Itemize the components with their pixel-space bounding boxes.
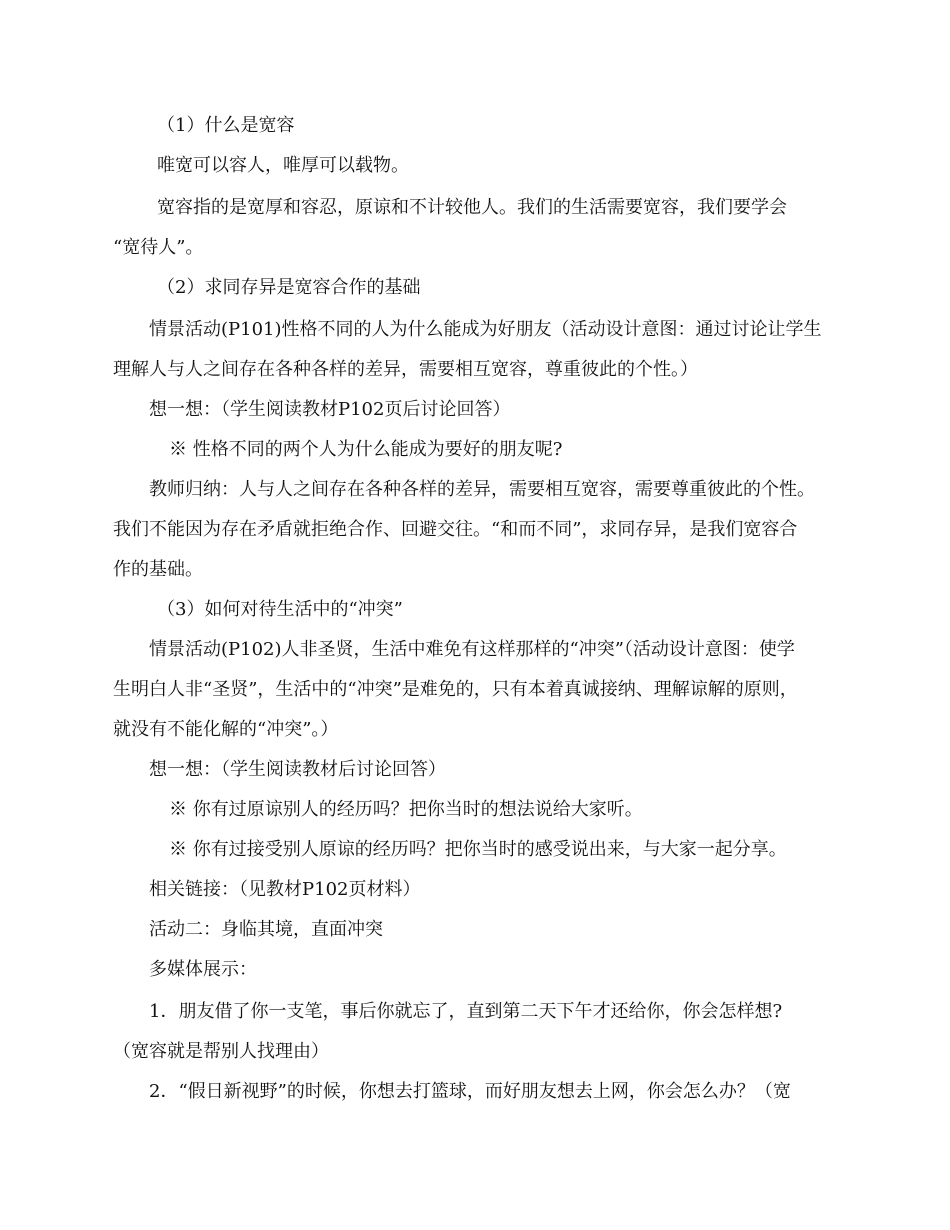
paragraph-line: 1．朋友借了你一支笔，事后你就忘了，直到第二天下午才还给你，你会怎样想? xyxy=(149,1001,783,1022)
paragraph-line: 活动二：身临其境，直面冲突 xyxy=(149,919,383,940)
note-line: ※ 性格不同的两个人为什么能成为要好的朋友呢? xyxy=(169,439,563,460)
paragraph-line: 作的基础。 xyxy=(113,559,203,580)
heading-seek-common-ground: （2）求同存异是宽容合作的基础 xyxy=(157,277,421,298)
paragraph-line: 情景活动(P101)性格不同的人为什么能成为好朋友（活动设计意图：通过讨论让学生 xyxy=(149,319,822,340)
paragraph-line: 我们不能因为存在矛盾就拒绝合作、回避交往。“和而不同”，求同存异，是我们宽容合 xyxy=(113,519,798,540)
paragraph-line: 唯宽可以容人，唯厚可以载物。 xyxy=(157,155,409,176)
paragraph-line: 相关链接：（见教材P102页材料） xyxy=(149,879,421,900)
note-line: ※ 你有过接受别人原谅的经历吗？把你当时的感受说出来，与大家一起分享。 xyxy=(169,839,787,860)
paragraph-line: 理解人与人之间存在各种各样的差异，需要相互宽容，尊重彼此的个性。） xyxy=(113,359,698,380)
paragraph-line: 想一想：（学生阅读教材后讨论回答） xyxy=(149,759,446,780)
heading-handle-conflict: （3）如何对待生活中的“冲突” xyxy=(157,599,403,620)
paragraph-line: 教师归纳：人与人之间存在各种各样的差异，需要相互宽容，需要尊重彼此的个性。 xyxy=(149,479,815,500)
paragraph-line: （宽容就是帮别人找理由） xyxy=(113,1041,329,1062)
paragraph-line: 2．“假日新视野”的时候，你想去打篮球，而好朋友想去上网，你会怎么办？（宽 xyxy=(149,1081,791,1102)
paragraph-line: “宽待人”。 xyxy=(113,237,204,258)
paragraph-line: 宽容指的是宽厚和容忍，原谅和不计较他人。我们的生活需要宽容，我们要学会 xyxy=(157,197,787,218)
paragraph-line: 就没有不能化解的“冲突”。） xyxy=(113,719,339,740)
paragraph-line: 生明白人非“圣贤”，生活中的“冲突”是难免的，只有本着真诚接纳、理解谅解的原则， xyxy=(113,679,798,700)
heading-what-is-tolerance: （1）什么是宽容 xyxy=(157,115,295,136)
paragraph-line: 情景活动(P102)人非圣贤，生活中难免有这样那样的“冲突”（活动设计意图：使学 xyxy=(149,639,795,660)
paragraph-line: 多媒体展示： xyxy=(149,959,257,980)
note-line: ※ 你有过原谅别人的经历吗？把你当时的想法说给大家听。 xyxy=(169,799,643,820)
paragraph-line: 想一想：（学生阅读教材P102页后讨论回答） xyxy=(149,399,511,420)
